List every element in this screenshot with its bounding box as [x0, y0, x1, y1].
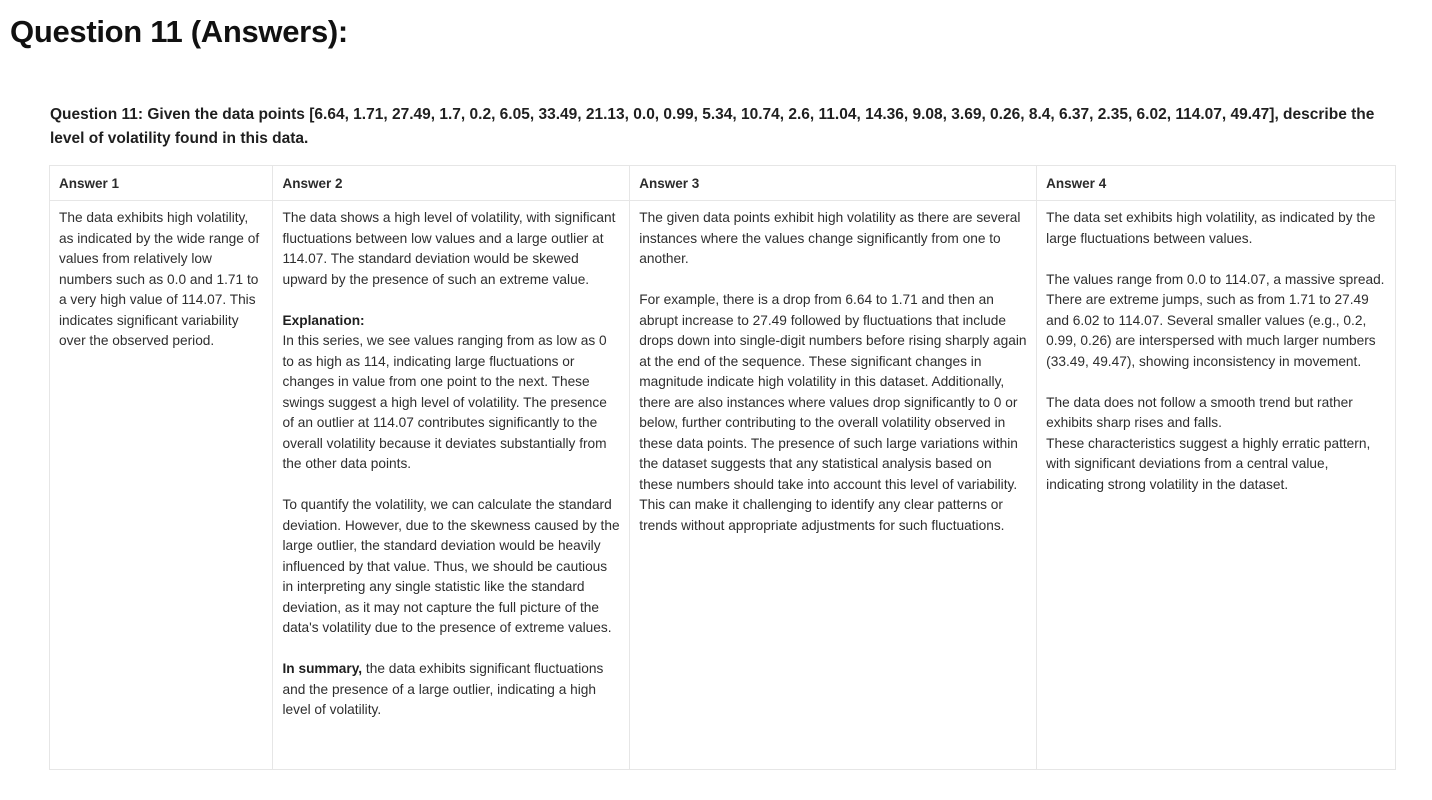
answer-4-paragraph: These characteristics suggest a highly erratic pattern, with significant deviations from a central value, indicating strong volatility in the dataset. — [1046, 435, 1371, 492]
column-header-answer-2: Answer 2 — [273, 166, 630, 201]
answer-4-paragraph: The data does not follow a smooth trend but rather exhibits sharp rises and falls. — [1046, 394, 1353, 430]
column-header-answer-3: Answer 3 — [630, 166, 1037, 201]
column-header-answer-4: Answer 4 — [1037, 166, 1396, 201]
answer-2-cell — [273, 201, 630, 770]
answer-2-paragraph: In this series, we see values ranging from as low as 0 to as high as 114, indicating large fluctuations or changes in value from one point to the next. These swings suggest a high level of volatility. The presence of an outlier at 114.07 contributes significantly to the overall volatility because it deviates substantially from the other data points. — [282, 333, 607, 471]
answer-4-paragraph: The values range from 0.0 to 114.07, a massive spread. There are extreme jumps, such as from 1.71 to 27.49 and 6.02 to 114.07. Several smaller values (e.g., 0.2, 0.99, 0.26) are interspersed with much larger numbers (33.49, 49.47), showing inconsistency in movement. — [1046, 271, 1385, 369]
table-row — [50, 201, 1396, 770]
question-text: Question 11: Given the data points [6.64, 1.71, 27.49, 1.7, 0.2, 6.05, 33.49, 21.13, 0.0, 0.99, 5.34, 10.74, 2.6, 11.04, 14.36, 9.08, 3.69, 0.26, 8.4, 6.37, 2.35, 6.02, 114.07, 49.47], describe the level of volatility found in this data. — [50, 106, 1375, 147]
answer-2-paragraph: To quantify the volatility, we can calculate the standard deviation. However, due to the skewness caused by the large outlier, the standard deviation would be heavily influenced by that value. Thus, we should be cautious in interpreting any single statistic like the standard deviation, as it may not capture the full picture of the data's volatility due to the presence of extreme values. — [282, 497, 620, 635]
answer-4-cell — [1037, 201, 1396, 770]
summary-text: the data exhibits significant fluctuations and the presence of a large outlier, indicating a high level of volatility. — [282, 661, 604, 717]
answers-table — [49, 165, 1396, 770]
summary-label: In summary, — [282, 661, 363, 676]
answer-4-paragraph: The data set exhibits high volatility, as indicated by the large fluctuations between values. — [1046, 210, 1376, 246]
answer-1-paragraph: The data exhibits high volatility, as indicated by the wide range of values from relatively low numbers such as 0.0 and 1.71 to a very high value of 114.07. This indicates significant variability over the observed period. — [59, 210, 260, 348]
answer-3-paragraph: The given data points exhibit high volatility as there are several instances where the values change significantly from one to another. — [639, 210, 1021, 266]
column-header-answer-1: Answer 1 — [50, 166, 273, 201]
answer-2-explanation-label — [282, 311, 620, 332]
answer-3-paragraph: For example, there is a drop from 6.64 to 1.71 and then an abrupt increase to 27.49 followed by fluctuations that include drops down into single-digit numbers before rising sharply again at the end of the sequence. These significant changes in magnitude indicate high volatility in this dataset. Additionally, there are also instances where values drop significantly to 0 or below, further contributing to the overall volatility observed in these data points. The presence of such large variations within the dataset suggests that any statistical analysis based on these numbers should take into account this level of variability. This can make it challenging to identify any clear patterns or trends without appropriate adjustments for such fluctuations. — [639, 292, 1027, 533]
answer-3-cell — [630, 201, 1037, 770]
answer-2-summary — [282, 659, 620, 721]
table-header-row — [50, 166, 1396, 201]
explanation-label: Explanation: — [282, 312, 365, 328]
page-title: Question 11 (Answers): — [10, 14, 348, 49]
answer-1-cell — [50, 201, 273, 770]
answer-2-paragraph: The data shows a high level of volatility, with significant fluctuations between low values and a large outlier at 114.07. The standard deviation would be skewed upward by the presence of such an extreme value. — [282, 210, 616, 287]
